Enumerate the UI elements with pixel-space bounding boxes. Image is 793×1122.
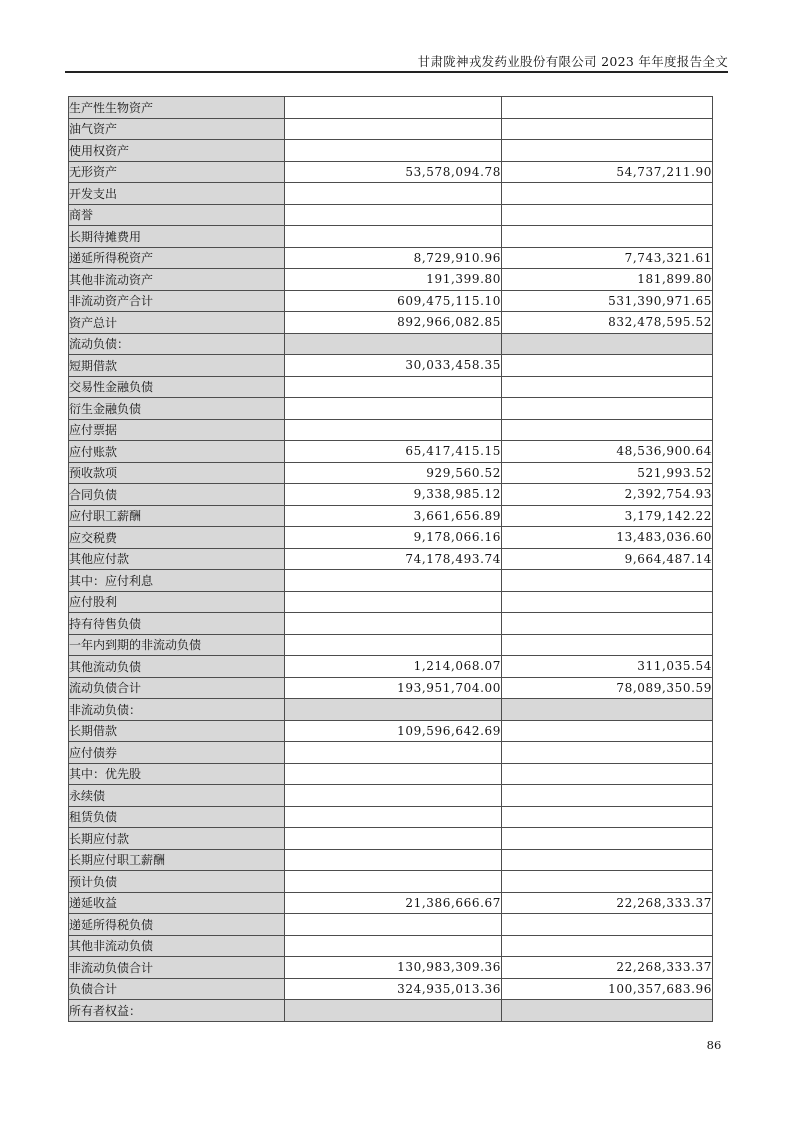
row-prior-value: 531,390,971.65: [502, 290, 713, 312]
row-label: 商誉: [69, 204, 285, 226]
row-label: 应付职工薪酬: [69, 505, 285, 527]
row-label: 应付账款: [69, 441, 285, 463]
row-prior-value: 13,483,036.60: [502, 527, 713, 549]
row-prior-value: [502, 935, 713, 957]
row-label: 油气资产: [69, 118, 285, 140]
row-prior-value: [502, 828, 713, 850]
row-current-value: [285, 591, 502, 613]
row-prior-value: [502, 204, 713, 226]
row-current-value: [285, 419, 502, 441]
row-current-value: [285, 1000, 502, 1022]
row-current-value: 9,178,066.16: [285, 527, 502, 549]
row-current-value: [285, 183, 502, 205]
row-prior-value: 7,743,321.61: [502, 247, 713, 269]
table-row: [69, 656, 713, 678]
table-row: [69, 613, 713, 635]
row-label: 递延所得税资产: [69, 247, 285, 269]
row-current-value: [285, 699, 502, 721]
row-current-value: 9,338,985.12: [285, 484, 502, 506]
row-prior-value: [502, 570, 713, 592]
row-current-value: [285, 849, 502, 871]
row-current-value: [285, 742, 502, 764]
table-row: [69, 462, 713, 484]
row-prior-value: [502, 871, 713, 893]
row-label: 其中：优先股: [69, 763, 285, 785]
row-label: 预计负债: [69, 871, 285, 893]
table-row: [69, 570, 713, 592]
row-current-value: [285, 828, 502, 850]
table-row: [69, 290, 713, 312]
table-row: [69, 914, 713, 936]
row-current-value: 892,966,082.85: [285, 312, 502, 334]
row-prior-value: [502, 118, 713, 140]
row-prior-value: 181,899.80: [502, 269, 713, 291]
row-prior-value: [502, 226, 713, 248]
row-label: 流动负债合计: [69, 677, 285, 699]
table-row: [69, 97, 713, 119]
table-row: [69, 935, 713, 957]
table-row: [69, 634, 713, 656]
row-prior-value: 22,268,333.37: [502, 892, 713, 914]
table-row: [69, 505, 713, 527]
table-row: [69, 333, 713, 355]
row-prior-value: 48,536,900.64: [502, 441, 713, 463]
table-row: [69, 892, 713, 914]
table-row: [69, 785, 713, 807]
row-current-value: [285, 376, 502, 398]
row-current-value: 109,596,642.69: [285, 720, 502, 742]
row-current-value: [285, 118, 502, 140]
row-label: 交易性金融负债: [69, 376, 285, 398]
row-prior-value: [502, 591, 713, 613]
table-row: [69, 226, 713, 248]
table-row: [69, 419, 713, 441]
row-label: 衍生金融负债: [69, 398, 285, 420]
table-row: [69, 183, 713, 205]
row-prior-value: 54,737,211.90: [502, 161, 713, 183]
row-prior-value: [502, 355, 713, 377]
table-row: [69, 312, 713, 334]
table-row: [69, 742, 713, 764]
row-prior-value: 22,268,333.37: [502, 957, 713, 979]
row-current-value: 130,983,309.36: [285, 957, 502, 979]
table-row: [69, 441, 713, 463]
row-label: 使用权资产: [69, 140, 285, 162]
row-label: 递延所得税负债: [69, 914, 285, 936]
table-row: [69, 591, 713, 613]
row-current-value: [285, 140, 502, 162]
row-current-value: 21,386,666.67: [285, 892, 502, 914]
row-label: 无形资产: [69, 161, 285, 183]
row-label: 其中：应付利息: [69, 570, 285, 592]
row-prior-value: [502, 914, 713, 936]
row-current-value: 65,417,415.15: [285, 441, 502, 463]
row-prior-value: 3,179,142.22: [502, 505, 713, 527]
row-current-value: [285, 785, 502, 807]
row-current-value: 193,951,704.00: [285, 677, 502, 699]
row-label: 应付票据: [69, 419, 285, 441]
row-label: 非流动负债：: [69, 699, 285, 721]
row-current-value: [285, 97, 502, 119]
row-current-value: [285, 398, 502, 420]
row-prior-value: [502, 849, 713, 871]
row-current-value: [285, 763, 502, 785]
table-row: [69, 269, 713, 291]
row-label: 所有者权益：: [69, 1000, 285, 1022]
row-current-value: 30,033,458.35: [285, 355, 502, 377]
row-prior-value: [502, 419, 713, 441]
table-row: [69, 247, 713, 269]
table-row: [69, 1000, 713, 1022]
row-current-value: 609,475,115.10: [285, 290, 502, 312]
row-label: 长期待摊费用: [69, 226, 285, 248]
row-prior-value: [502, 97, 713, 119]
row-label: 其他非流动负债: [69, 935, 285, 957]
row-label: 其他非流动资产: [69, 269, 285, 291]
row-current-value: [285, 204, 502, 226]
row-prior-value: [502, 398, 713, 420]
row-prior-value: [502, 699, 713, 721]
balance-sheet-body: [69, 97, 713, 1022]
table-row: [69, 140, 713, 162]
row-prior-value: 100,357,683.96: [502, 978, 713, 1000]
row-prior-value: 2,392,754.93: [502, 484, 713, 506]
table-row: [69, 484, 713, 506]
table-row: [69, 763, 713, 785]
row-label: 其他流动负债: [69, 656, 285, 678]
row-label: 长期应付职工薪酬: [69, 849, 285, 871]
page-number: 86: [706, 1038, 722, 1052]
row-prior-value: [502, 376, 713, 398]
row-current-value: [285, 914, 502, 936]
table-row: [69, 849, 713, 871]
row-prior-value: [502, 183, 713, 205]
row-prior-value: [502, 1000, 713, 1022]
report-header-title: 甘肃陇神戎发药业股份有限公司 2023 年年度报告全文: [417, 54, 728, 69]
row-label: 资产总计: [69, 312, 285, 334]
report-header: [65, 52, 728, 70]
row-label: 应交税费: [69, 527, 285, 549]
row-prior-value: 9,664,487.14: [502, 548, 713, 570]
table-row: [69, 978, 713, 1000]
row-label: 非流动资产合计: [69, 290, 285, 312]
row-current-value: 74,178,493.74: [285, 548, 502, 570]
row-prior-value: [502, 742, 713, 764]
row-label: 短期借款: [69, 355, 285, 377]
row-label: 应付债券: [69, 742, 285, 764]
row-label: 负债合计: [69, 978, 285, 1000]
row-prior-value: 78,089,350.59: [502, 677, 713, 699]
row-label: 预收款项: [69, 462, 285, 484]
row-prior-value: [502, 785, 713, 807]
row-prior-value: [502, 720, 713, 742]
table-row: [69, 355, 713, 377]
row-current-value: 3,661,656.89: [285, 505, 502, 527]
table-row: [69, 527, 713, 549]
row-current-value: [285, 570, 502, 592]
row-label: 持有待售负债: [69, 613, 285, 635]
table-row: [69, 548, 713, 570]
row-label: 开发支出: [69, 183, 285, 205]
row-label: 应付股利: [69, 591, 285, 613]
table-row: [69, 677, 713, 699]
table-row: [69, 828, 713, 850]
table-row: [69, 204, 713, 226]
row-current-value: 53,578,094.78: [285, 161, 502, 183]
row-current-value: [285, 333, 502, 355]
row-prior-value: 311,035.54: [502, 656, 713, 678]
table-row: [69, 806, 713, 828]
row-label: 其他应付款: [69, 548, 285, 570]
row-prior-value: [502, 806, 713, 828]
row-prior-value: 521,993.52: [502, 462, 713, 484]
header-rule: [65, 71, 728, 73]
row-label: 长期应付款: [69, 828, 285, 850]
table-row: [69, 376, 713, 398]
balance-sheet-table: [68, 96, 713, 1022]
table-row: [69, 957, 713, 979]
row-label: 永续债: [69, 785, 285, 807]
row-label: 递延收益: [69, 892, 285, 914]
table-row: [69, 161, 713, 183]
row-current-value: 1,214,068.07: [285, 656, 502, 678]
row-current-value: 324,935,013.36: [285, 978, 502, 1000]
table-row: [69, 699, 713, 721]
row-prior-value: [502, 140, 713, 162]
row-label: 长期借款: [69, 720, 285, 742]
row-prior-value: [502, 333, 713, 355]
row-current-value: [285, 871, 502, 893]
row-prior-value: [502, 634, 713, 656]
row-label: 生产性生物资产: [69, 97, 285, 119]
row-label: 租赁负债: [69, 806, 285, 828]
row-prior-value: [502, 613, 713, 635]
table-row: [69, 720, 713, 742]
row-label: 流动负债：: [69, 333, 285, 355]
row-current-value: [285, 935, 502, 957]
row-prior-value: 832,478,595.52: [502, 312, 713, 334]
table-row: [69, 118, 713, 140]
row-current-value: 929,560.52: [285, 462, 502, 484]
table-row: [69, 398, 713, 420]
row-current-value: [285, 634, 502, 656]
row-current-value: [285, 226, 502, 248]
row-label: 非流动负债合计: [69, 957, 285, 979]
row-current-value: 8,729,910.96: [285, 247, 502, 269]
row-current-value: [285, 806, 502, 828]
row-label: 合同负债: [69, 484, 285, 506]
row-current-value: [285, 613, 502, 635]
table-row: [69, 871, 713, 893]
row-current-value: 191,399.80: [285, 269, 502, 291]
row-label: 一年内到期的非流动负债: [69, 634, 285, 656]
row-prior-value: [502, 763, 713, 785]
